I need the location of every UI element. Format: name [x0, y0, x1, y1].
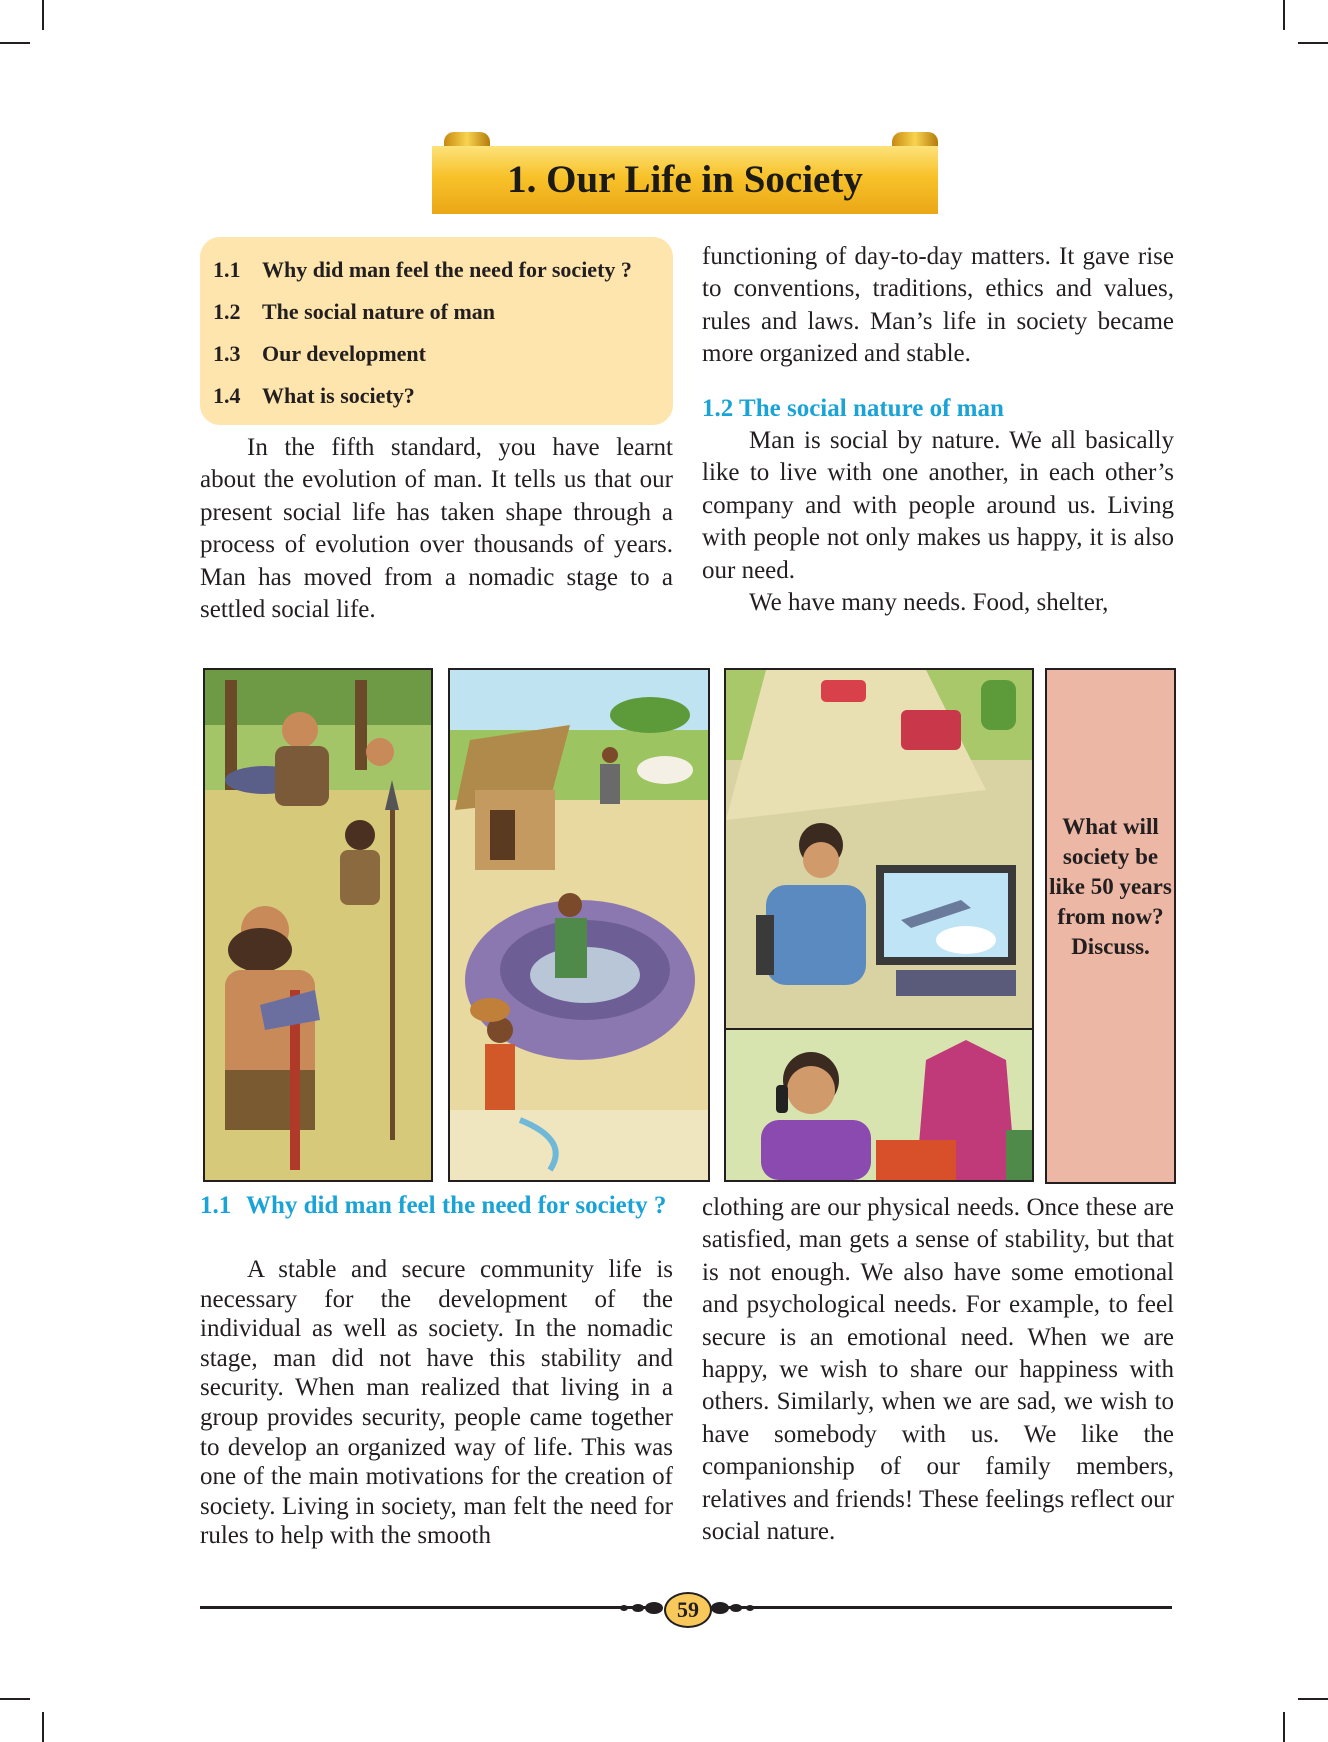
- crop-mark: [1283, 0, 1285, 30]
- page-number: 59: [664, 1592, 712, 1628]
- toc-item: [213, 257, 632, 283]
- section-title: Why did man feel the need for society ?: [246, 1192, 667, 1219]
- phone-call-scene-svg: [726, 1030, 1032, 1180]
- toc-item-label: Our development: [262, 341, 426, 366]
- section-heading-1-1: [200, 1190, 673, 1221]
- toc-item: [213, 383, 415, 409]
- section-heading-1-2: 1.2 The social nature of man: [702, 394, 1004, 422]
- continuation-paragraph: functioning of day-to-day matters. It gave rise to conventions, traditions, ethics and values, rules and laws. Man’s life in society became more organized and stable.: [702, 243, 1174, 368]
- section-number: 1.1: [200, 1192, 232, 1219]
- needs-paragraph-continued: [702, 1192, 1174, 1548]
- crop-mark: [42, 1712, 44, 1742]
- intro-paragraph-block: [200, 432, 673, 626]
- crop-mark: [1283, 1712, 1285, 1742]
- nomadic-scene-svg: [205, 670, 431, 1180]
- section-1-1-paragraph: A stable and secure community life is necessary for the development of the individual as well as society. In the nomadic stage, man did not have this stability and security. When man realized that living in a group provides security, people came together to develop an organized way of life. This was one of the main motivations for the creation of society. Living in society, man felt the need for rules to help with the smooth: [200, 1256, 673, 1550]
- toc-item-num: 1.4: [213, 383, 241, 408]
- modern-office-illustration: [724, 668, 1034, 1032]
- discussion-box: [1045, 668, 1176, 1184]
- nomadic-life-illustration: [203, 668, 433, 1182]
- settled-village-illustration: [448, 668, 710, 1182]
- intro-paragraph: In the fifth standard, you have learnt about the evolution of man. It tells us that our present social life has taken shape through a process of evolution over thousands of years. Man has moved from a nomadic stage to a settled social life.: [200, 434, 673, 624]
- social-nature-paragraph: Man is social by nature. We all basically like to live with one another, in each other’s company and with people around us. Living with people not only makes us happy, it is also our need.: [702, 427, 1174, 584]
- toc-item-label: What is society?: [262, 383, 415, 408]
- section-1-1-body: [200, 1255, 673, 1551]
- needs-paragraph-cont: clothing are our physical needs. Once these are satisfied, man gets a sense of stability, but that is not enough. We also have some emotional and psychological needs. For example, to feel secure is an emotional need. When we are happy, we wish to share our happiness with others. Similarly, when we are sad, we wish to have somebody with us. We like the companionship of our family members, relatives and friends! These feelings reflect our social nature.: [702, 1194, 1174, 1546]
- footer-rule-left: [200, 1606, 660, 1609]
- footer-rule-right: [712, 1606, 1172, 1609]
- chapter-title: 1. Our Life in Society: [507, 158, 863, 201]
- crop-mark: [1298, 42, 1328, 44]
- toc-item-label: The social nature of man: [262, 299, 496, 324]
- right-column-top: [702, 241, 1174, 619]
- phone-call-illustration: [724, 1028, 1034, 1182]
- modern-scene-svg: [726, 670, 1032, 1030]
- village-scene-svg: [450, 670, 708, 1180]
- crop-mark: [1298, 1698, 1328, 1700]
- crop-mark: [0, 1698, 30, 1700]
- discussion-question: What will society be like 50 years from now? Discuss.: [1049, 814, 1172, 959]
- toc-item-num: 1.3: [213, 341, 241, 366]
- toc-item-num: 1.2: [213, 299, 241, 324]
- toc-item: [213, 341, 426, 367]
- toc-box: [200, 237, 673, 425]
- toc-item-label: Why did man feel the need for society ?: [262, 257, 632, 282]
- crop-mark: [42, 0, 44, 30]
- crop-mark: [0, 42, 30, 44]
- toc-item: [213, 299, 495, 325]
- toc-item-num: 1.1: [213, 257, 241, 282]
- needs-paragraph-start: We have many needs. Food, shelter,: [749, 589, 1109, 617]
